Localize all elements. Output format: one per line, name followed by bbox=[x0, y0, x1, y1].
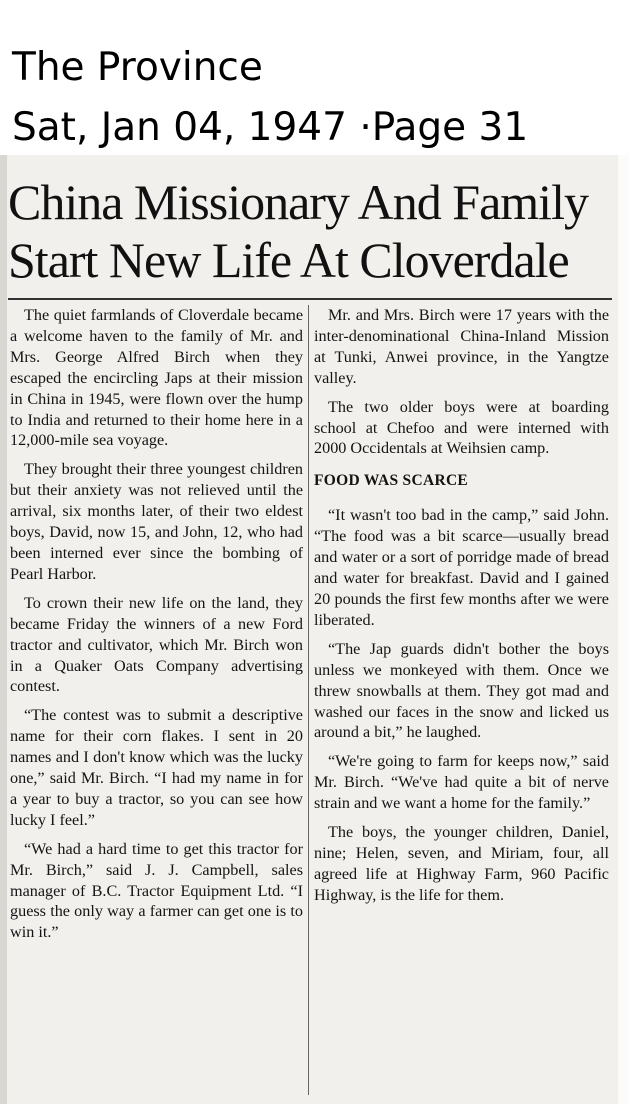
headline-line-1: China Missionary And Family bbox=[8, 174, 588, 230]
newspaper-clipping bbox=[0, 155, 629, 1104]
paragraph: “The contest was to submit a descriptive name for their corn flakes. I sent in 20 names and I don't know which was the lucky one,” said Mr. Birch. “I had my name in for a year to buy a tractor, so you can see how lucky I feel.” bbox=[10, 706, 303, 829]
column-divider bbox=[308, 305, 309, 1095]
publication-name: The Province bbox=[12, 45, 263, 90]
paragraph: “We had a hard time to get this tractor for Mr. Birch,” said J. J. Campbell, sales manager of B.C. Tractor Equipment Ltd. “I guess the only way a farmer can get one is to win it.” bbox=[10, 839, 303, 942]
article-subhead: FOOD WAS SCARCE bbox=[314, 472, 469, 490]
paragraph: The boys, the younger children, Daniel, nine; Helen, seven, and Miriam, four, all agreed life at Highway Farm, 960 Pacific Highway, is the life for them. bbox=[314, 823, 609, 904]
paragraph: Mr. and Mrs. Birch were 17 years with the inter-denominational China-Inland Mission at Tunki, Anwei province, in the Yangtze valley. bbox=[314, 306, 609, 387]
article-headline bbox=[8, 173, 608, 289]
paragraph: “It wasn't too bad in the camp,” said John. “The food was a bit scarce—usually bread and water or a sort of porridge made of bread and water for breakfast. David and I gained 20 pounds the first few months after we were liberated. bbox=[314, 506, 609, 629]
clipping-caption bbox=[12, 38, 612, 158]
article-column-right bbox=[314, 305, 609, 914]
paragraph: “The Jap guards didn't bother the boys unless we monkeyed with them. Once we threw snowballs at them. They got mad and washed our faces in the snow and licked us around a bit,” he laughed. bbox=[314, 639, 609, 742]
clipping-right-edge bbox=[618, 155, 629, 1104]
paragraph: “We're going to farm for keeps now,” said Mr. Birch. “We've had quite a bit of nerve strain and we want a home for the family.” bbox=[314, 752, 609, 813]
paragraph: The quiet farmlands of Cloverdale became a welcome haven to the family of Mr. and Mrs. George Alfred Birch when they escaped the encircling Japs at their mission in China in 1945, were flown over the hump to India and returned to their home here in a 12,000-mile sea voyage. bbox=[10, 306, 303, 450]
clipping-left-edge bbox=[0, 155, 7, 1104]
headline-line-2: Start New Life At Cloverdale bbox=[8, 232, 569, 288]
paragraph: The two older boys were at boarding school at Chefoo and were interned with 2000 Occidentals at Weihsien camp. bbox=[314, 397, 609, 458]
article-column-left bbox=[10, 305, 303, 951]
paragraph: They brought their three youngest children but their anxiety was not relieved until the arrival, six months later, of their two eldest boys, David, now 15, and John, 12, who had been interned ever since the bombing of Pearl Harbor. bbox=[10, 460, 303, 583]
paragraph: To crown their new life on the land, they became Friday the winners of a new Ford tractor and cultivator, which Mr. Birch won in a Quaker Oats Company advertising contest. bbox=[10, 593, 303, 696]
publication-date-page: Sat, Jan 04, 1947 ·Page 31 bbox=[12, 105, 529, 150]
headline-rule bbox=[8, 298, 612, 300]
